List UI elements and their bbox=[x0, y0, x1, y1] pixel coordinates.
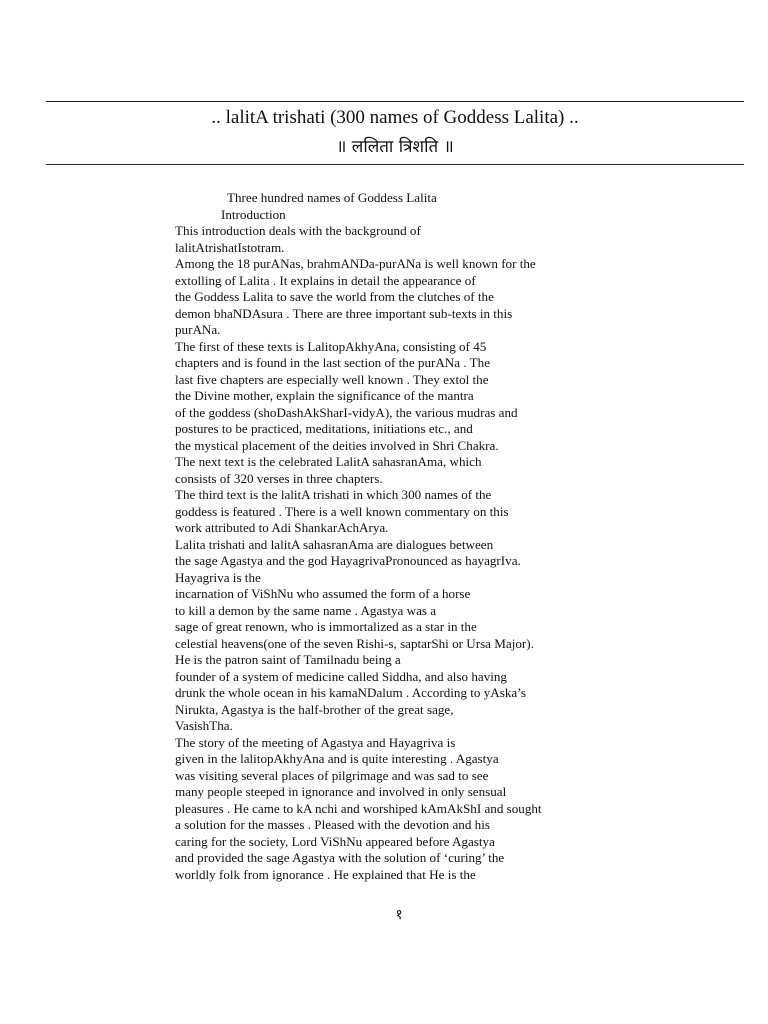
text-line: He is the patron saint of Tamilnadu being a bbox=[175, 652, 401, 667]
text-line: celestial heavens(one of the seven Rishi-s, saptarShi or Ursa Major). bbox=[175, 635, 534, 651]
text-line: consists of 320 verses in three chapters. bbox=[175, 470, 383, 486]
text-line: worldly folk from ignorance . He explained that He is the bbox=[175, 866, 476, 882]
text-line: the Divine mother, explain the significance of the mantra bbox=[175, 388, 474, 403]
text-line: The next text is the celebrated LalitA sahasranAma, which bbox=[175, 454, 482, 469]
text-line: The story of the meeting of Agastya and Hayagriva is bbox=[175, 734, 456, 750]
body-text bbox=[175, 190, 635, 883]
text-line: lalitAtrishatIstotram. bbox=[175, 239, 285, 255]
text-line: founder of a system of medicine called Siddha, and also having bbox=[175, 668, 507, 684]
text-line: the mystical placement of the deities involved in Shri Chakra. bbox=[175, 437, 499, 453]
text-line: work attributed to Adi ShankarAchArya. bbox=[175, 520, 389, 535]
text-line: last five chapters are especially well known . They extol the bbox=[175, 371, 489, 387]
page-number: १ bbox=[395, 907, 403, 923]
text-line: Nirukta, Agastya is the half-brother of the great sage, bbox=[175, 701, 454, 717]
text-line: Lalita trishati and lalitA sahasranAma are dialogues between bbox=[175, 536, 494, 552]
text-line: caring for the society, Lord ViShNu appeared before Agastya bbox=[175, 833, 495, 849]
text-line: Hayagriva is the bbox=[175, 569, 261, 585]
text-line: was visiting several places of pilgrimage and was sad to see bbox=[175, 767, 489, 783]
top-rule bbox=[46, 101, 744, 102]
text-line: sage of great renown, who is immortalized as a star in the bbox=[175, 619, 477, 634]
text-line: demon bhaNDAsura . There are three important sub-texts in this bbox=[175, 305, 513, 321]
text-line: many people steeped in ignorance and involved in only sensual bbox=[175, 784, 507, 799]
text-line: VasishTha. bbox=[175, 718, 233, 733]
text-line: postures to be practiced, meditations, initiations etc., and bbox=[175, 421, 473, 436]
introduction-heading: Introduction bbox=[221, 206, 286, 222]
section-heading: Three hundred names of Goddess Lalita bbox=[227, 190, 437, 205]
document-subtitle-devanagari: ॥ ललिता त्रिशति ॥ bbox=[336, 137, 454, 157]
text-line: incarnation of ViShNu who assumed the form of a horse bbox=[175, 586, 471, 601]
text-line: goddess is featured . There is a well known commentary on this bbox=[175, 503, 509, 519]
text-line: the sage Agastya and the god HayagrivaPronounced as hayagrIva. bbox=[175, 553, 521, 568]
text-line: The third text is the lalitA trishati in which 300 names of the bbox=[175, 487, 492, 502]
bottom-rule bbox=[46, 164, 744, 165]
text-line: to kill a demon by the same name . Agastya was a bbox=[175, 602, 437, 618]
document-title: .. lalitA trishati (300 names of Goddess Lalita) .. bbox=[211, 107, 579, 128]
text-line: pleasures . He came to kA nchi and worshiped kAmAkShI and sought bbox=[175, 800, 542, 816]
text-line: extolling of Lalita . It explains in detail the appearance of bbox=[175, 272, 476, 288]
text-line: purANa. bbox=[175, 322, 221, 337]
text-line: The first of these texts is LalitopAkhyAna, consisting of 45 bbox=[175, 338, 487, 354]
text-line: a solution for the masses . Pleased with the devotion and his bbox=[175, 817, 490, 832]
text-line: and provided the sage Agastya with the solution of ‘curing’ the bbox=[175, 850, 505, 865]
text-line: This introduction deals with the background of bbox=[175, 223, 421, 238]
text-line: chapters and is found in the last section of the purANa . The bbox=[175, 355, 491, 370]
text-line: the Goddess Lalita to save the world from the clutches of the bbox=[175, 289, 494, 304]
text-line: of the goddess (shoDashAkSharI-vidyA), the various mudras and bbox=[175, 404, 518, 420]
text-line: drunk the whole ocean in his kamaNDalum . According to yAska’s bbox=[175, 685, 526, 700]
text-line: given in the lalitopAkhyAna and is quite interesting . Agastya bbox=[175, 751, 499, 766]
text-line: Among the 18 purANas, brahmANDa-purANa is well known for the bbox=[175, 256, 536, 271]
